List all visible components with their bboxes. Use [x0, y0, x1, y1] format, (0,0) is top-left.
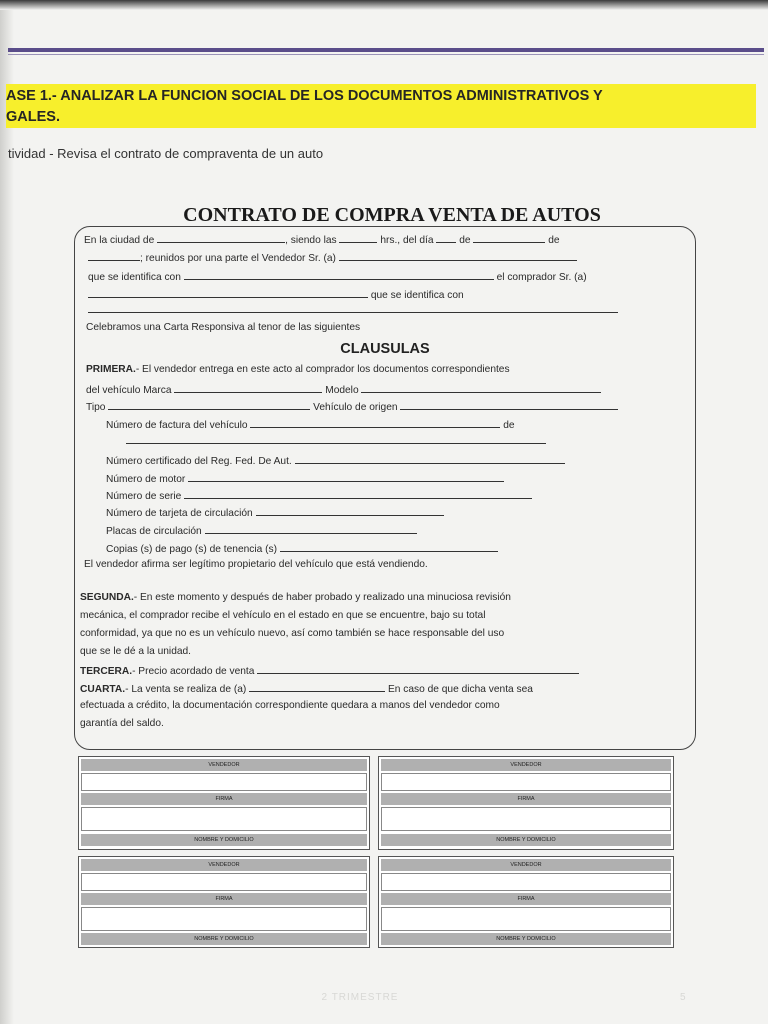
intro-line-5: Celebramos una Carta Responsiva al tenor de las siguientes: [86, 322, 361, 333]
copias-line: [106, 542, 498, 555]
tercera-text: - Precio acordado de venta: [132, 666, 255, 677]
tarjeta-label: Número de tarjeta de circulación: [106, 508, 253, 519]
blank-serie[interactable]: [184, 489, 532, 499]
intro-year-label: de: [548, 235, 560, 246]
signature-field-role[interactable]: [381, 773, 671, 791]
signature-field-firma[interactable]: [81, 807, 367, 831]
cuarta-text-1: - La venta se realiza de (a): [125, 684, 247, 695]
signature-field-role[interactable]: [81, 773, 367, 791]
cuarta-line-2: efectuada a crédito, la documentación correspondiente quedara a manos del vendedor como: [80, 700, 500, 711]
signature-box-3: [78, 856, 370, 948]
blank-month[interactable]: [473, 233, 545, 243]
blank-day[interactable]: [436, 233, 456, 243]
intro-buyer-label: el comprador Sr. (a): [496, 272, 587, 283]
motor-line: [106, 472, 504, 485]
blank-venta[interactable]: [249, 682, 385, 692]
signature-nombre-label: NOMBRE Y DOMICILIO: [381, 933, 671, 945]
signature-role: VENDEDOR: [381, 859, 671, 871]
intro-city-label: En la ciudad de: [84, 235, 155, 246]
primera-line-1: [86, 364, 510, 375]
factura-label: Número de factura del vehículo: [106, 420, 248, 431]
signature-nombre-label: NOMBRE Y DOMICILIO: [381, 834, 671, 846]
segunda-line-3: conformidad, ya que no es un vehículo nuevo, así como también se hace responsable del uso: [80, 628, 505, 639]
contract-title: CONTRATO DE COMPRA VENTA DE AUTOS: [183, 204, 601, 226]
cuarta-line-3: garantía del saldo.: [80, 718, 164, 729]
signature-field-firma[interactable]: [381, 807, 671, 831]
segunda-label: SEGUNDA.: [80, 592, 134, 603]
top-edge-shadow: [0, 0, 768, 10]
segunda-line-1: [80, 592, 511, 603]
intro-line-3: [88, 270, 587, 283]
blank-modelo[interactable]: [361, 383, 601, 393]
signature-nombre-label: NOMBRE Y DOMICILIO: [81, 933, 367, 945]
origen-label: Vehículo de origen: [313, 402, 398, 413]
primera-line-2: [86, 383, 601, 396]
placas-label: Placas de circulación: [106, 526, 202, 537]
intro-line-4b: [88, 303, 618, 316]
signature-nombre-label: NOMBRE Y DOMICILIO: [81, 834, 367, 846]
header-rule: [8, 48, 764, 52]
blank-factura-2[interactable]: [126, 434, 546, 444]
motor-label: Número de motor: [106, 474, 186, 485]
footer-page-number: 5: [680, 992, 686, 1003]
modelo-label: Modelo: [325, 385, 359, 396]
tarjeta-line: [106, 506, 444, 519]
footer-term: 2 TRIMESTRE: [321, 992, 399, 1003]
tercera-line: [80, 664, 579, 677]
intro-line-4: [88, 288, 464, 301]
certificado-label: Número certificado del Reg. Fed. De Aut.: [106, 456, 292, 467]
blank-hour[interactable]: [339, 233, 377, 243]
activity-instruction: tividad - Revisa el contrato de compraventa de un auto: [8, 146, 324, 161]
blank-motor[interactable]: [188, 472, 504, 482]
blank-placas[interactable]: [205, 524, 417, 534]
blank-seller-name[interactable]: [339, 251, 577, 261]
cuarta-text-2: En caso de que dicha venta sea: [387, 684, 533, 695]
blank-year[interactable]: [88, 251, 140, 261]
intro-day-label: hrs., del día: [380, 235, 434, 246]
signature-box-1: [78, 756, 370, 850]
afirma-line: El vendedor afirma ser legítimo propietario del vehículo que está vendiendo.: [84, 559, 428, 570]
intro-line-2: [88, 251, 577, 264]
signature-firma-label: FIRMA: [381, 793, 671, 805]
tipo-label: Tipo: [86, 402, 106, 413]
blank-origen[interactable]: [400, 400, 618, 410]
intro-line-1: [84, 233, 560, 246]
signature-field-firma[interactable]: [381, 907, 671, 931]
blank-copias[interactable]: [280, 542, 498, 552]
blank-precio[interactable]: [257, 664, 579, 674]
signature-firma-label: FIRMA: [81, 793, 367, 805]
signature-field-firma[interactable]: [81, 907, 367, 931]
marca-label: del vehículo Marca: [86, 385, 172, 396]
header-rule-thin: [8, 54, 764, 55]
factura-de-label: de: [503, 420, 515, 431]
segunda-line-4: que se le dé a la unidad.: [80, 646, 192, 657]
signature-field-role[interactable]: [381, 873, 671, 891]
intro-seller-label: ; reunidos por una parte el Vendedor Sr. (a): [140, 253, 336, 264]
certificado-line: [106, 454, 565, 467]
blank-tarjeta[interactable]: [256, 506, 444, 516]
primera-text: - El vendedor entrega en este acto al comprador los documentos correspondientes: [135, 364, 510, 375]
serie-label: Número de serie: [106, 491, 182, 502]
primera-label: PRIMERA.: [86, 364, 136, 375]
segunda-line-2: mecánica, el comprador recibe el vehículo en el estado en que se encuentre, bajo su total: [80, 610, 486, 621]
signature-role: VENDEDOR: [81, 859, 367, 871]
blank-factura[interactable]: [250, 418, 500, 428]
factura-line-2: [126, 434, 546, 447]
blank-buyer-id[interactable]: [88, 303, 618, 313]
signature-role: VENDEDOR: [381, 759, 671, 771]
clausulas-heading: CLAUSULAS: [340, 341, 430, 357]
phase-heading-line2: GALES.: [6, 109, 60, 125]
signature-box-2: [378, 756, 674, 850]
copias-label: Copias (s) de pago (s) de tenencia (s): [106, 544, 278, 555]
intro-seller-id-label: que se identifica con: [88, 272, 181, 283]
signature-box-4: [378, 856, 674, 948]
segunda-text-1: - En este momento y después de haber probado y realizado una minuciosa revisión: [133, 592, 511, 603]
phase-heading: [6, 86, 746, 128]
intro-buyer-id-label: que se identifica con: [370, 290, 464, 301]
primera-line-3: [86, 400, 618, 413]
tercera-label: TERCERA.: [80, 666, 133, 677]
blank-certificado[interactable]: [295, 454, 565, 464]
blank-seller-id[interactable]: [184, 270, 494, 280]
factura-line: [106, 418, 515, 431]
cuarta-label: CUARTA.: [80, 684, 126, 695]
blank-buyer-name[interactable]: [88, 288, 368, 298]
signature-role: VENDEDOR: [81, 759, 367, 771]
intro-hour-label: , siendo las: [285, 235, 337, 246]
placas-line: [106, 524, 417, 537]
intro-month-label: de: [459, 235, 471, 246]
phase-heading-line1: ASE 1.- ANALIZAR LA FUNCION SOCIAL DE LOS DOCUMENTOS ADMINISTRATIVOS Y: [6, 88, 603, 104]
blank-city[interactable]: [157, 233, 285, 243]
signature-field-role[interactable]: [81, 873, 367, 891]
signature-firma-label: FIRMA: [381, 893, 671, 905]
blank-marca[interactable]: [174, 383, 322, 393]
blank-tipo[interactable]: [108, 400, 310, 410]
serie-line: [106, 489, 532, 502]
signature-firma-label: FIRMA: [81, 893, 367, 905]
cuarta-line-1: [80, 682, 533, 695]
